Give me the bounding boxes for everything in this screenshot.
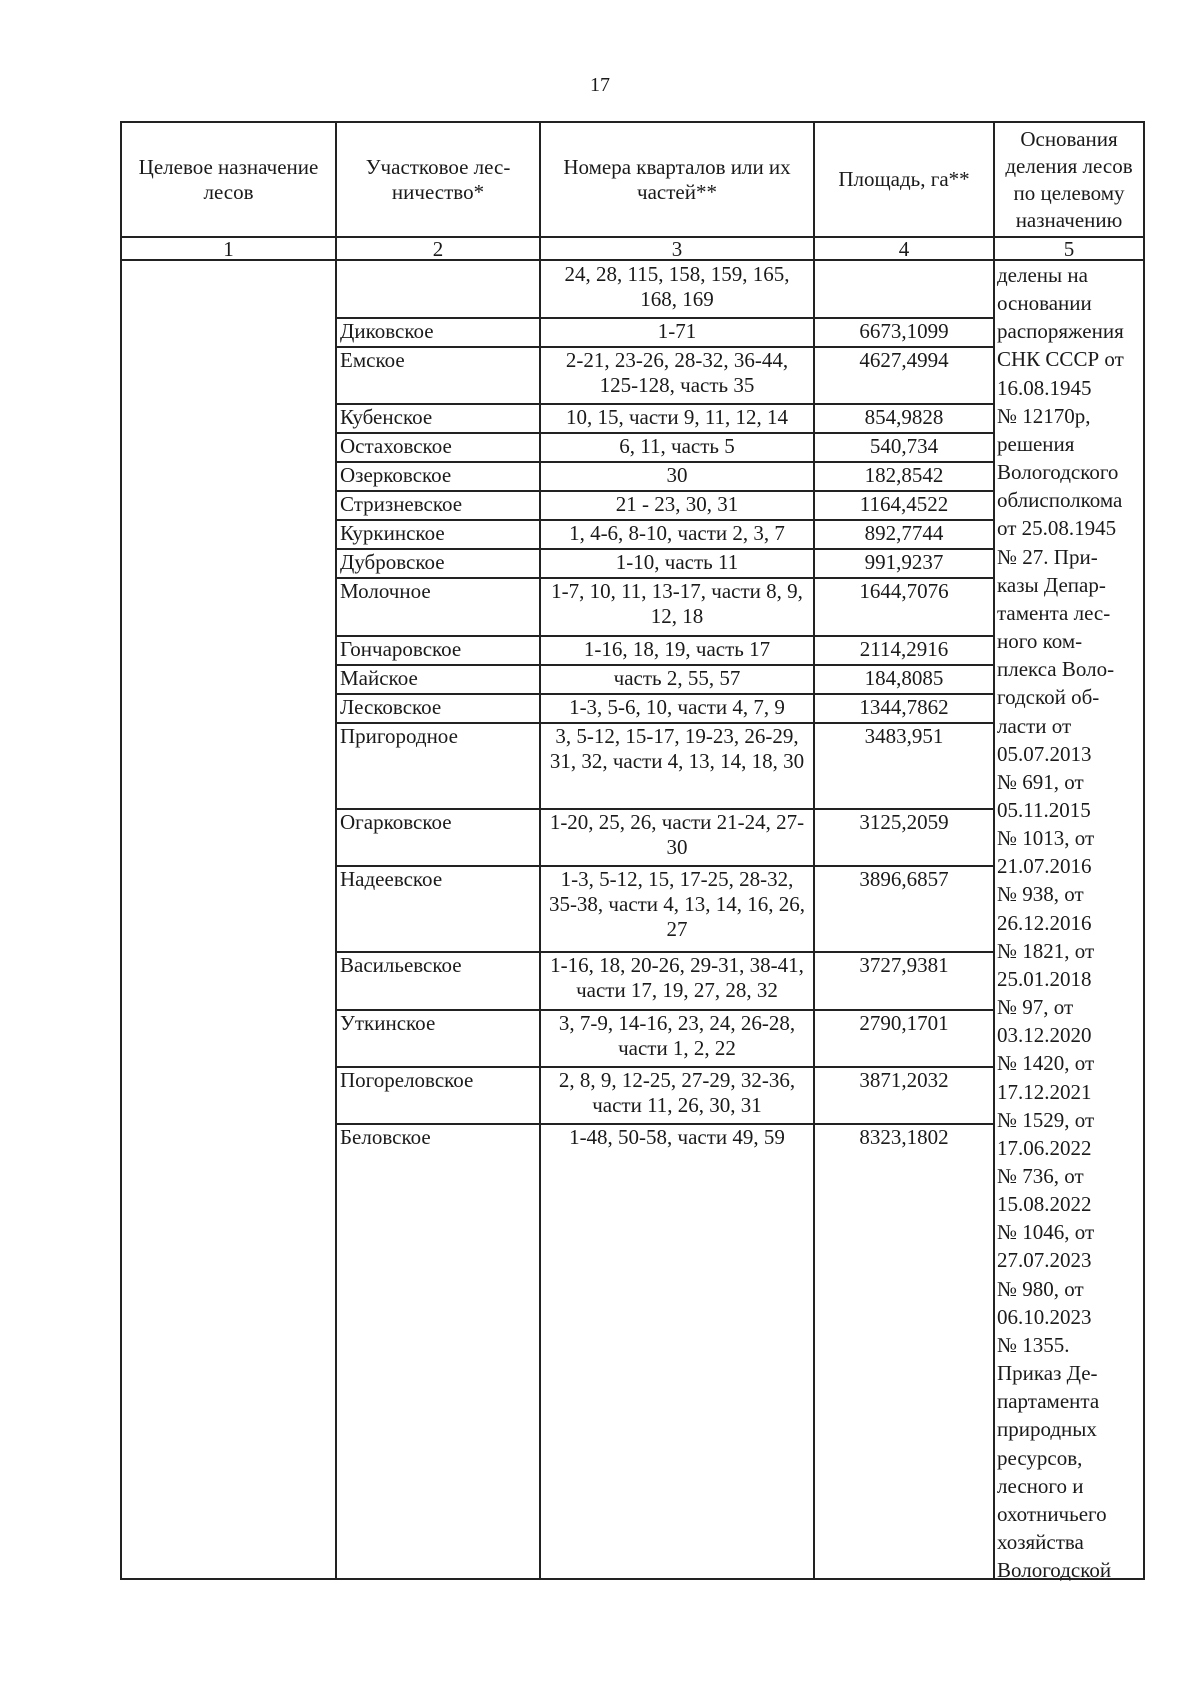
forestry-name: Надеевское <box>340 867 443 891</box>
basis-line: ласти от <box>997 713 1072 738</box>
forestry-name: Васильевское <box>340 953 462 977</box>
area-value: 8323,1802 <box>859 1125 949 1149</box>
area-value: 182,8542 <box>864 463 944 487</box>
basis-line: № 938, от <box>997 882 1084 907</box>
basis-line: хозяйства <box>997 1530 1084 1555</box>
forestry-name: Емское <box>340 348 405 372</box>
basis-line: № 980, от <box>997 1276 1084 1301</box>
quarter-numbers: 3, 5-12, 15-17, 19-23, 26-29, 31, 32, части 4, 13, 14, 18, 30 <box>549 724 805 773</box>
quarter-numbers: 10, 15, части 9, 11, 12, 14 <box>565 405 789 429</box>
quarter-numbers: 1-16, 18, 20-26, 29-31, 38-41, части 17, 19, 27, 28, 32 <box>550 953 804 1002</box>
area-value: 854,9828 <box>864 405 944 429</box>
colnum-3: 3 <box>671 237 683 261</box>
area-value: 540,734 <box>869 434 939 458</box>
forestry-name: Остаховское <box>340 434 452 458</box>
basis-text <box>995 261 1143 1584</box>
basis-line: 27.07.2023 <box>997 1248 1092 1273</box>
forestry-name: Куркинское <box>340 521 445 545</box>
basis-line: делены на <box>997 263 1088 287</box>
forestry-name: Майское <box>340 666 418 690</box>
basis-line: СНК СССР от <box>997 347 1124 372</box>
quarter-numbers: 2, 8, 9, 12-25, 27-29, 32-36, части 11, 26, 30, 31 <box>558 1068 796 1117</box>
area-value <box>815 262 993 317</box>
forestry-name: Дубровское <box>340 550 445 574</box>
basis-line: 05.11.2015 <box>997 797 1091 822</box>
basis-line: партамента <box>997 1389 1100 1414</box>
basis-line: 06.10.2023 <box>997 1304 1092 1329</box>
basis-line: решения <box>997 431 1075 456</box>
basis-line: распоряжения <box>997 319 1124 344</box>
quarter-numbers: 2-21, 23-26, 28-32, 36-44, 125-128, часть 35 <box>565 348 789 397</box>
header-purpose: Целевое назначение лесов <box>138 154 319 204</box>
table-bottom-border <box>120 1578 1145 1580</box>
quarter-numbers: 21 - 23, 30, 31 <box>615 492 739 516</box>
basis-line: охотничьего <box>997 1501 1107 1526</box>
page-number: 17 <box>590 74 610 96</box>
quarter-numbers: 1-48, 50-58, части 49, 59 <box>569 1125 785 1149</box>
forestry-name: Пригородное <box>340 724 458 748</box>
forestry-name: Озерковское <box>340 463 452 487</box>
quarter-numbers: 1, 4-6, 8-10, части 2, 3, 7 <box>569 521 785 545</box>
area-value: 3871,2032 <box>859 1068 949 1092</box>
area-value: 1644,7076 <box>859 579 949 603</box>
basis-line: № 1046, от <box>997 1220 1095 1245</box>
quarter-numbers: 3, 7-9, 14-16, 23, 24, 26-28, части 1, 2, 22 <box>558 1011 796 1060</box>
quarter-numbers: 1-10, часть 11 <box>615 550 739 574</box>
quarter-numbers: 1-16, 18, 19, часть 17 <box>583 637 771 661</box>
basis-line: № 1420, от <box>997 1051 1095 1076</box>
basis-line: годской об- <box>997 685 1100 710</box>
forestry-name: Кубенское <box>340 405 433 429</box>
quarter-numbers: 24, 28, 115, 158, 159, 165, 168, 169 <box>564 262 790 311</box>
header-quarters: Номера кварталов или их частей** <box>563 154 791 204</box>
area-value: 4627,4994 <box>859 348 949 372</box>
quarter-numbers: 6, 11, часть 5 <box>619 434 735 458</box>
quarter-numbers: часть 2, 55, 57 <box>613 666 741 690</box>
col-divider-0 <box>120 121 122 1580</box>
area-value: 3125,2059 <box>859 810 949 834</box>
basis-line: № 27. При- <box>997 544 1098 569</box>
basis-line: № 97, от <box>997 995 1074 1020</box>
basis-line: 16.08.1945 <box>997 375 1092 400</box>
quarter-numbers: 1-7, 10, 11, 13-17, части 8, 9, 12, 18 <box>551 579 803 628</box>
forestry-name <box>337 262 539 317</box>
forestry-name: Гончаровское <box>340 637 462 661</box>
basis-line: № 1355. <box>997 1332 1070 1357</box>
quarter-numbers: 1-3, 5-12, 15, 17-25, 28-32, 35-38, части 4, 13, 14, 16, 26, 27 <box>548 867 806 941</box>
forestry-name: Огарковское <box>340 810 452 834</box>
colnum-4: 4 <box>898 237 910 261</box>
basis-line: № 12170р, <box>997 403 1091 428</box>
area-value: 2114,2916 <box>859 637 949 661</box>
basis-line: 17.06.2022 <box>997 1135 1092 1160</box>
basis-line: № 1529, от <box>997 1107 1095 1132</box>
quarter-numbers: 30 <box>666 463 688 487</box>
basis-line: № 736, от <box>997 1164 1084 1188</box>
basis-line: тамента лес- <box>997 600 1111 625</box>
basis-line: лесного и <box>997 1473 1084 1498</box>
header-basis: Основания деления лесов по целевому назначению <box>1005 126 1133 232</box>
forestry-name: Погореловское <box>340 1068 474 1092</box>
basis-line: плекса Воло- <box>997 657 1115 682</box>
basis-line: облисполкома <box>997 488 1123 513</box>
forestry-name: Беловское <box>340 1125 431 1149</box>
basis-line: № 1821, от <box>997 938 1095 963</box>
area-value: 991,9237 <box>864 550 944 574</box>
area-value: 2790,1701 <box>859 1011 949 1035</box>
quarter-numbers: 1-71 <box>657 319 697 343</box>
forestry-name: Молочное <box>340 579 431 603</box>
area-value: 1164,4522 <box>859 492 949 516</box>
header-area: Площадь, га** <box>838 167 970 191</box>
colnum-5: 5 <box>1063 237 1075 261</box>
basis-line: Приказ Де- <box>997 1361 1098 1386</box>
basis-line: казы Депар- <box>997 572 1106 597</box>
basis-line: 17.12.2021 <box>997 1079 1092 1104</box>
basis-line: от 25.08.1945 <box>997 516 1117 541</box>
area-value: 3896,6857 <box>859 867 949 891</box>
basis-line: Вологодского <box>997 460 1119 485</box>
forestry-name: Уткинское <box>340 1011 436 1035</box>
header-forestry: Участковое лес-ничество* <box>365 154 511 204</box>
basis-line: 03.12.2020 <box>997 1023 1092 1048</box>
basis-line: 15.08.2022 <box>997 1192 1092 1217</box>
quarter-numbers: 1-20, 25, 26, части 21-24, 27-30 <box>549 810 805 859</box>
basis-line: 21.07.2016 <box>997 854 1092 879</box>
basis-line: Вологодской <box>997 1558 1112 1583</box>
area-value: 3483,951 <box>864 724 944 748</box>
area-value: 892,7744 <box>864 521 944 545</box>
basis-line: природных <box>997 1417 1097 1442</box>
colnum-1: 1 <box>223 237 234 261</box>
basis-line: ного ком- <box>997 629 1083 654</box>
basis-line: № 691, от <box>997 769 1084 794</box>
col-divider-5 <box>1143 121 1145 1580</box>
basis-line: 26.12.2016 <box>997 910 1092 935</box>
area-value: 3727,9381 <box>859 953 949 977</box>
basis-line: основании <box>997 291 1092 316</box>
forestry-name: Диковское <box>340 319 434 343</box>
forestry-name: Стризневское <box>340 492 463 516</box>
basis-line: ресурсов, <box>997 1445 1083 1470</box>
area-value: 1344,7862 <box>859 695 949 719</box>
basis-line: 25.01.2018 <box>997 966 1092 991</box>
basis-line: 05.07.2013 <box>997 741 1092 766</box>
quarter-numbers: 1-3, 5-6, 10, части 4, 7, 9 <box>569 695 785 719</box>
forestry-name: Лесковское <box>340 695 442 719</box>
colnum-2: 2 <box>432 237 444 261</box>
area-value: 184,8085 <box>864 666 944 690</box>
area-value: 6673,1099 <box>859 319 949 343</box>
basis-line: № 1013, от <box>997 826 1095 851</box>
